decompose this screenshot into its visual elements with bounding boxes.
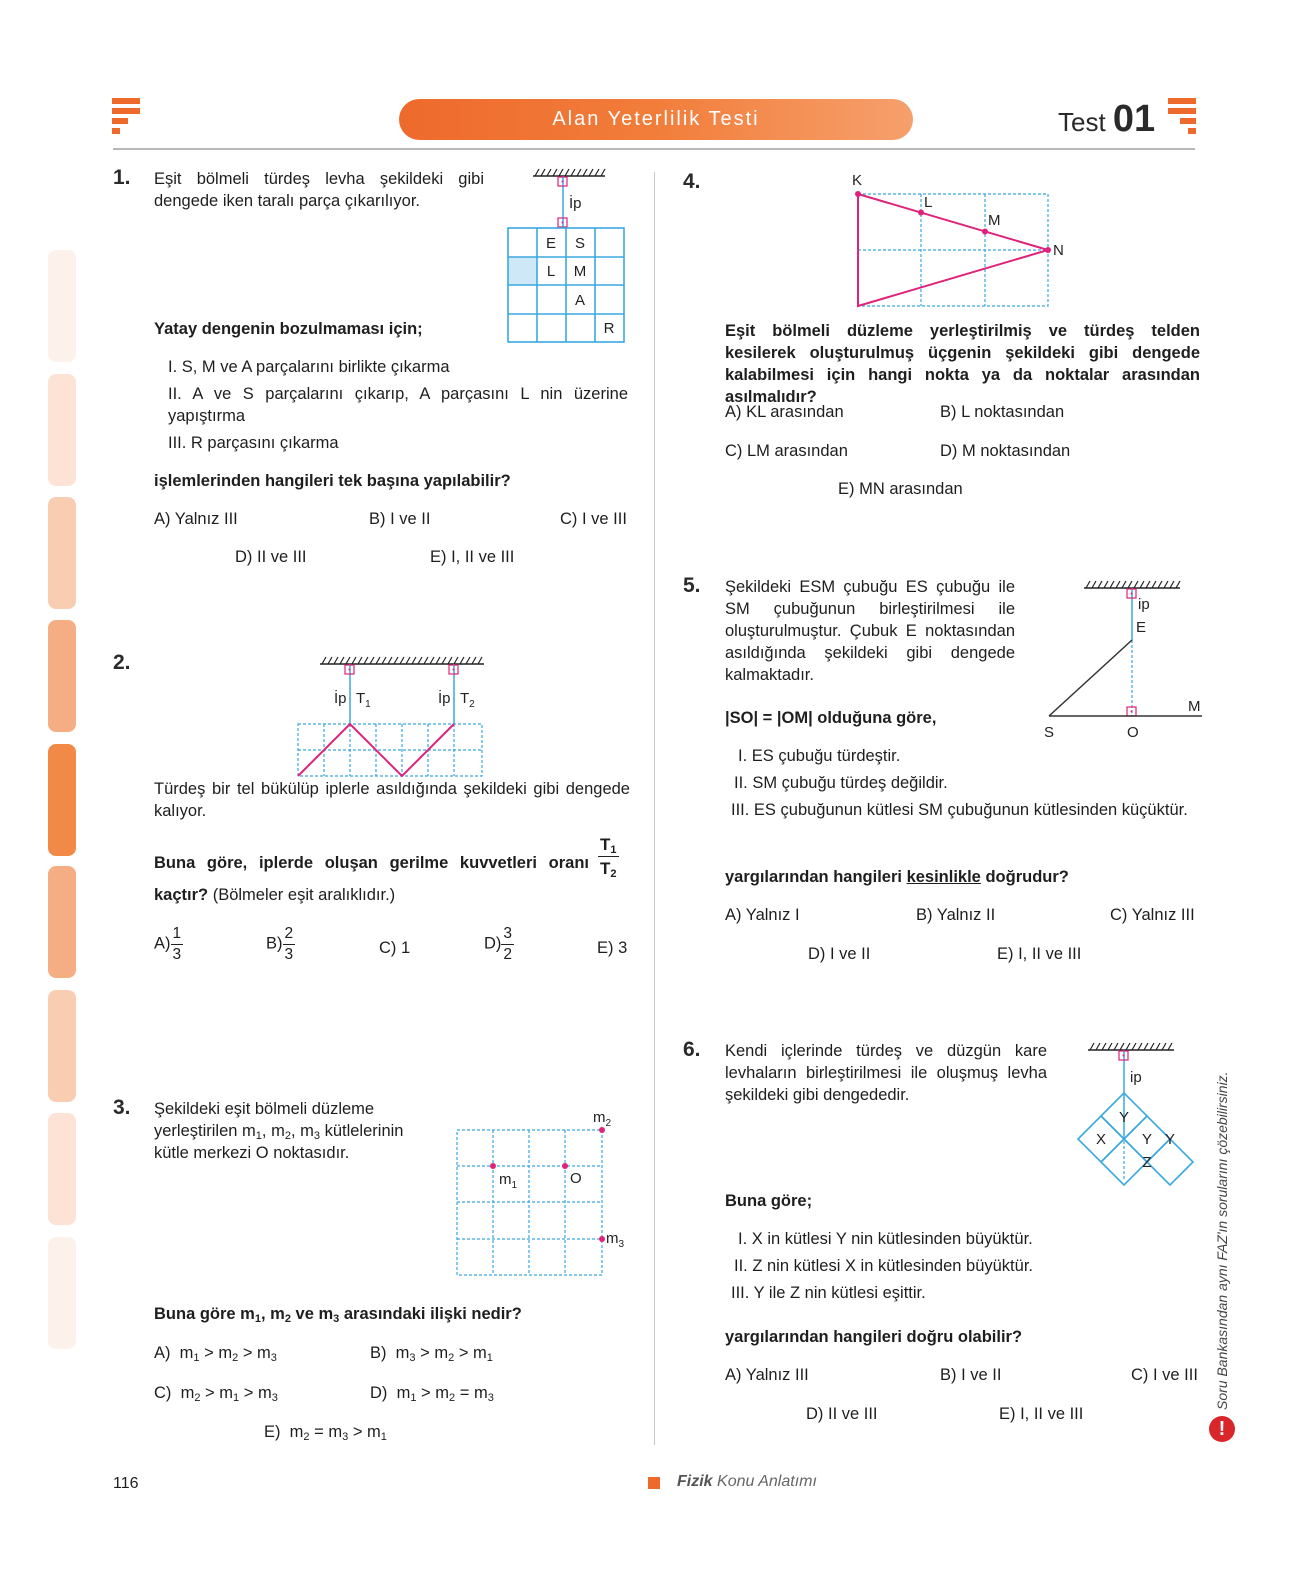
question-1-number: 1. bbox=[113, 166, 131, 189]
q4-option-e[interactable]: E) MN arasından bbox=[838, 480, 963, 498]
q4-option-d[interactable]: D) M noktasından bbox=[940, 442, 1071, 460]
q6-option-e[interactable]: E) I, II ve III bbox=[999, 1405, 1084, 1423]
q1-cell-m: M bbox=[573, 263, 587, 280]
question-6-figure bbox=[1058, 1040, 1208, 1210]
q5-option-b[interactable]: B) Yalnız II bbox=[916, 906, 996, 924]
q1-rope-label: İp bbox=[569, 195, 582, 212]
question-4-number: 4. bbox=[683, 170, 701, 193]
q3-option-c[interactable]: C) $m_2 > m_1 > m_3$ bbox=[154, 1384, 278, 1404]
q2-t2-label: T bbox=[460, 690, 470, 707]
side-tab bbox=[48, 250, 76, 362]
side-tab bbox=[48, 1237, 76, 1349]
question-3-text-3: kütle merkezi O noktasıdır. bbox=[154, 1144, 350, 1162]
question-5-item-3: III. ES çubuğunun kütlesi SM çubuğunun kütlesinden küçüktür. bbox=[731, 801, 1188, 819]
question-6-text: Kendi içlerinde türdeş ve düzgün kare levhaların birleştirilmesi ile oluşmuş levha şekildeki gibi dengededir. bbox=[725, 1042, 1047, 1104]
q6-z-label: Z bbox=[1142, 1154, 1152, 1171]
side-tab bbox=[48, 374, 76, 486]
q3-o-label: O bbox=[570, 1170, 582, 1187]
q3-option-a[interactable]: A) $m_1 > m_2 > m_3$ bbox=[154, 1344, 277, 1364]
q2-rope-label-2: İp bbox=[438, 690, 451, 707]
q6-option-a[interactable]: A) Yalnız III bbox=[725, 1366, 809, 1384]
q2-ratio: $T_1$ $T_2$ bbox=[600, 835, 617, 880]
question-1-item-1: I. S, M ve A parçalarını birlikte çıkarma bbox=[168, 358, 450, 376]
q4-l-label: L bbox=[924, 194, 933, 211]
q1-cell-a: A bbox=[574, 292, 586, 309]
svg-text:m2: $m_2$ bbox=[593, 1109, 612, 1129]
question-5-text: Şekildeki ESM çubuğu ES çubuğu ile SM çubuğunun birleştirilmesi ile oluşturulmuştur. Çubuk E noktasından asıldığında şekildeki gibi dengede kalmaktadır. bbox=[725, 578, 1015, 684]
question-3-figure bbox=[452, 1108, 632, 1278]
q5-o-label: O bbox=[1127, 724, 1139, 740]
q6-y-label-top: Y bbox=[1118, 1109, 1130, 1126]
side-tab bbox=[48, 744, 76, 856]
question-6-item-3: III. Y ile Z nin kütlesi eşittir. bbox=[731, 1284, 926, 1302]
question-5-figure bbox=[1036, 578, 1202, 740]
test-label: Test 01 bbox=[1058, 98, 1156, 140]
q3-option-e[interactable]: E) $m_2 = m_3 > m_1$ bbox=[264, 1423, 387, 1443]
q6-option-d[interactable]: D) II ve III bbox=[806, 1405, 878, 1423]
question-1-item-2: II. A ve S parçalarını çıkarıp, A parçasını L nin üzerine yapıştırma bbox=[168, 385, 628, 425]
question-6-question: yargılarından hangileri doğru olabilir? bbox=[725, 1328, 1023, 1346]
q5-option-e[interactable]: E) I, II ve III bbox=[997, 945, 1082, 963]
question-6-item-1: I. X in kütlesi Y nin kütlesinden büyüktür. bbox=[738, 1230, 1033, 1248]
question-2-number: 2. bbox=[113, 651, 131, 674]
svg-text:T2 bbox=[460, 690, 475, 710]
footer-square-icon bbox=[648, 1477, 660, 1489]
question-4-figure bbox=[848, 168, 1078, 310]
warning-icon: ! bbox=[1209, 1416, 1235, 1442]
question-6-prompt: Buna göre; bbox=[725, 1192, 813, 1210]
question-4-text: Eşit bölmeli düzleme yerleştirilmiş ve türdeş telden kesilerek oluşturulmuş üçgenin şekildeki gibi dengede kalabilmesi için hangi nokta ya da noktalar arasından asılmalıdır? bbox=[725, 322, 1200, 406]
svg-text:m1: $m_1$ bbox=[499, 1171, 518, 1191]
question-2-text: Türdeş bir tel bükülüp iplerle asıldığında şekildeki gibi dengede kalıyor. bbox=[154, 780, 630, 820]
q6-option-b[interactable]: B) I ve II bbox=[940, 1366, 1002, 1384]
q3-m1-label: m bbox=[499, 1171, 512, 1188]
q6-option-c[interactable]: C) I ve III bbox=[1131, 1366, 1198, 1384]
q4-n-label: N bbox=[1053, 242, 1064, 259]
q6-x-label: X bbox=[1095, 1131, 1107, 1148]
q6-rope-label: ip bbox=[1130, 1069, 1142, 1086]
q4-option-c[interactable]: C) LM arasından bbox=[725, 442, 848, 460]
q5-option-a[interactable]: A) Yalnız I bbox=[725, 906, 800, 924]
question-3-question: Buna göre $m_1$, $m_2$ ve $m_3$ arasındaki ilişki nedir? bbox=[154, 1305, 522, 1325]
q6-y-label-right: Y bbox=[1164, 1131, 1176, 1148]
q3-option-d[interactable]: D) $m_1 > m_2 = m_3$ bbox=[370, 1384, 494, 1404]
q5-option-c[interactable]: C) Yalnız III bbox=[1110, 906, 1195, 924]
q1-option-d[interactable]: D) II ve III bbox=[235, 548, 307, 566]
svg-text:m3: $m_3$ bbox=[606, 1230, 625, 1250]
question-3-text-2: yerleştirilen $m_1$, $m_2$, $m_3$ kütlelerinin bbox=[154, 1122, 404, 1142]
q4-option-a[interactable]: A) KL arasından bbox=[725, 403, 844, 421]
q6-y-label-middle: Y bbox=[1141, 1131, 1153, 1148]
question-2-question-end: kaçtır? (Bölmeler eşit aralıklıdır.) bbox=[154, 886, 396, 904]
question-1-text: Eşit bölmeli türdeş levha şekildeki gibi dengede iken taralı parça çıkarılıyor. bbox=[154, 170, 484, 210]
q4-k-label: K bbox=[852, 172, 863, 189]
q2-rope-label-1: İp bbox=[334, 690, 347, 707]
question-1-question: işlemlerinden hangileri tek başına yapılabilir? bbox=[154, 472, 511, 490]
column-divider bbox=[654, 172, 655, 1445]
question-6-number: 6. bbox=[683, 1038, 701, 1061]
q1-cell-s: S bbox=[574, 235, 586, 252]
question-5-item-1: I. ES çubuğu türdeştir. bbox=[738, 747, 901, 765]
brand-logo-right bbox=[1168, 98, 1198, 138]
side-tab bbox=[48, 620, 76, 732]
svg-text:T1 bbox=[356, 690, 371, 710]
question-3-number: 3. bbox=[113, 1096, 131, 1119]
q2-option-a[interactable]: A) $\frac{1}{3}$ bbox=[154, 925, 182, 963]
q2-option-e[interactable]: E) 3 bbox=[597, 939, 628, 957]
q5-e-label: E bbox=[1136, 619, 1147, 636]
q2-option-c[interactable]: C) 1 bbox=[379, 939, 411, 957]
question-6-item-2: II. Z nin kütlesi X in kütlesinden büyüktür. bbox=[734, 1257, 1033, 1275]
question-1-prompt: Yatay dengenin bozulmaması için; bbox=[154, 320, 423, 338]
q3-m2-label: m bbox=[593, 1109, 606, 1126]
footer-book-title: Fizik Konu Anlatımı bbox=[677, 1473, 817, 1490]
q1-cell-e: E bbox=[545, 235, 557, 252]
side-tab bbox=[48, 497, 76, 609]
question-5-item-2: II. SM çubuğu türdeş değildir. bbox=[734, 774, 948, 792]
side-tab bbox=[48, 1113, 76, 1225]
question-2-question: Buna göre, iplerde oluşan gerilme kuvvetleri oranı bbox=[154, 854, 589, 872]
q1-option-a[interactable]: A) Yalnız III bbox=[154, 510, 238, 528]
question-1-figure bbox=[505, 166, 635, 352]
q5-option-d[interactable]: D) I ve II bbox=[808, 945, 871, 963]
q5-rope-label: ip bbox=[1138, 596, 1150, 613]
side-tab bbox=[48, 866, 76, 978]
question-5-question: yargılarından hangileri kesinlikle doğrudur? bbox=[725, 868, 1069, 886]
q1-cell-r: R bbox=[603, 320, 615, 337]
question-5-given: |SO| = |OM| olduğuna göre, bbox=[725, 709, 937, 727]
question-1-item-3: III. R parçasını çıkarma bbox=[168, 434, 339, 452]
q2-option-b[interactable]: B) $\frac{2}{3}$ bbox=[266, 925, 294, 963]
q1-option-b[interactable]: B) I ve II bbox=[369, 510, 431, 528]
side-note: Soru Bankasından aynı FAZ'ın sorularını çözebilirsiniz. bbox=[1214, 1071, 1230, 1410]
q2-option-d[interactable]: D) $\frac{3}{2}$ bbox=[484, 925, 513, 963]
q3-m3-label: m bbox=[606, 1230, 619, 1247]
q4-m-label: M bbox=[988, 212, 1001, 229]
question-2-figure bbox=[290, 652, 490, 782]
q3-option-b[interactable]: B) $m_3 > m_2 > m_1$ bbox=[370, 1344, 493, 1364]
q1-cell-l: L bbox=[546, 263, 556, 280]
header-rule bbox=[113, 148, 1195, 150]
brand-logo bbox=[112, 98, 142, 138]
question-5-number: 5. bbox=[683, 574, 701, 597]
q1-option-e[interactable]: E) I, II ve III bbox=[430, 548, 515, 566]
q2-t1-label: T bbox=[356, 690, 366, 707]
page-number: 116 bbox=[113, 1475, 139, 1492]
q1-option-c[interactable]: C) I ve III bbox=[560, 510, 627, 528]
section-banner: Alan Yeterlilik Testi bbox=[399, 99, 913, 140]
side-tab bbox=[48, 990, 76, 1102]
q4-option-b[interactable]: B) L noktasından bbox=[940, 403, 1065, 421]
q5-m-label: M bbox=[1188, 698, 1201, 715]
question-3-text-1: Şekildeki eşit bölmeli düzleme bbox=[154, 1100, 375, 1118]
q2-t1-sub: 1 bbox=[365, 699, 371, 710]
q5-s-label: S bbox=[1044, 724, 1055, 740]
q2-t2-sub: 2 bbox=[469, 699, 475, 710]
